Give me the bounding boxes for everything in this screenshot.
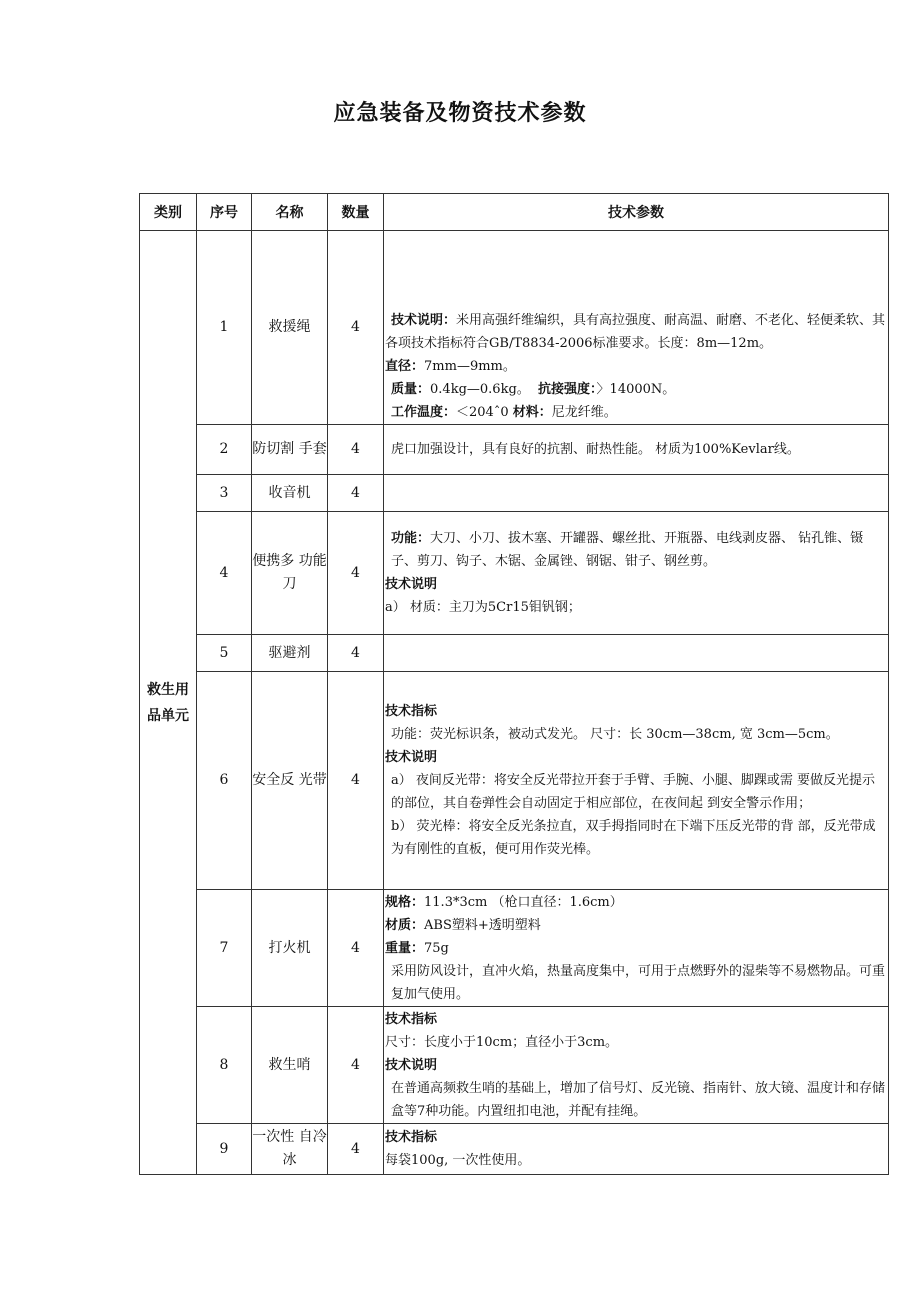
- label: 材质：: [385, 917, 425, 933]
- table-row: [140, 1124, 889, 1175]
- row-params: [384, 425, 889, 475]
- table-row: [140, 1007, 889, 1124]
- table-row: [140, 425, 889, 475]
- text: a） 材质：主刀为5Cr15钼钒钢；: [385, 600, 581, 615]
- table-row: [140, 672, 889, 890]
- table-row: [140, 475, 889, 512]
- text: 功能：荧光标识条，被动式发光。 尺寸：长 30cm—38cm, 宽 3cm—5cm。: [391, 727, 839, 742]
- row-name: 救生哨: [252, 1007, 328, 1124]
- category-cell: 救生用品单元: [140, 231, 197, 1175]
- row-index: 2: [197, 425, 252, 475]
- page-title: 应急装备及物资技术参数: [333, 101, 587, 126]
- table-row: [140, 231, 889, 425]
- header-category: 类别: [140, 194, 197, 231]
- row-params: [384, 231, 889, 425]
- text: 尺寸：长度小于10cm；直径小于3cm。: [385, 1034, 619, 1050]
- row-params: [384, 512, 889, 635]
- row-qty: 4: [328, 635, 384, 672]
- label: 技术说明: [385, 750, 438, 765]
- text: ＜204ˆ0: [456, 405, 509, 420]
- text: 每袋100g, 一次性使用。: [385, 1153, 531, 1168]
- table-header-row: [140, 194, 889, 231]
- text: 〉14000N。: [596, 382, 676, 397]
- row-index: 3: [197, 475, 252, 512]
- text: 采用防风设计，直冲火焰，热量高度集中，可用于点燃野外的湿柴等不易燃物品。可重复加气使用。: [391, 963, 886, 1002]
- text: 在普通高频救生哨的基础上，增加了信号灯、反光镜、指南针、放大镜、温度计和存储盒等7种功能。内置纽扣电池，并配有挂绳。: [391, 1080, 886, 1119]
- label: 技术指标: [385, 1011, 438, 1027]
- row-index: 5: [197, 635, 252, 672]
- text: 0.4kg—0.6kg。: [430, 382, 530, 397]
- row-qty: 4: [328, 231, 384, 425]
- row-qty: 4: [328, 475, 384, 512]
- label: 技术指标: [385, 1130, 438, 1145]
- text: 11.3*3cm （枪口直径：1.6cm）: [424, 894, 623, 910]
- row-qty: 4: [328, 672, 384, 890]
- label: 抗接强度：: [538, 382, 597, 397]
- label: 重量：: [385, 940, 425, 956]
- text: 75g: [424, 940, 449, 956]
- row-name: 防切割 手套: [252, 425, 328, 475]
- row-qty: 4: [328, 512, 384, 635]
- table-row: [140, 635, 889, 672]
- row-index: 6: [197, 672, 252, 890]
- text: a） 夜间反光带：将安全反光带拉开套于手臂、手腕、小腿、脚踝或需 要做反光提示的部位，其自卷弹性会自动固定于相应部位，在夜间起 到安全警示作用；: [391, 773, 876, 811]
- row-qty: 4: [328, 425, 384, 475]
- row-name: 打火机: [252, 890, 328, 1007]
- label: 质量：: [391, 382, 431, 397]
- row-params: [384, 1007, 889, 1124]
- row-name: 救援绳: [252, 231, 328, 425]
- label: 技术说明: [385, 1057, 438, 1073]
- row-name: 便携多 功能刀: [252, 512, 328, 635]
- row-params: [384, 672, 889, 890]
- text: b） 荧光棒：将安全反光条拉直，双手拇指同时在下端下压反光带的背 部，反光带成为有刚性的直板，便可用作荧光棒。: [391, 819, 876, 857]
- text: 虎口加强设计，具有良好的抗割、耐热性能。 材质为100%Kevlar线。: [391, 442, 800, 457]
- row-name: 安全反 光带: [252, 672, 328, 890]
- table-row: [140, 890, 889, 1007]
- label: 直径：: [385, 359, 425, 374]
- row-index: 8: [197, 1007, 252, 1124]
- row-index: 4: [197, 512, 252, 635]
- label: 技术说明：: [391, 313, 457, 328]
- label: 工作温度：: [391, 405, 457, 420]
- row-qty: 4: [328, 890, 384, 1007]
- header-index: 序号: [197, 194, 252, 231]
- row-name: 收音机: [252, 475, 328, 512]
- label: 技术指标: [385, 704, 438, 719]
- label: 功能：: [391, 531, 431, 546]
- text: ABS塑料+透明塑料: [424, 917, 541, 933]
- text: 7mm—9mm。: [424, 359, 516, 374]
- equipment-table: [139, 193, 889, 1175]
- row-params: [384, 890, 889, 1007]
- row-index: 9: [197, 1124, 252, 1175]
- row-qty: 4: [328, 1007, 384, 1124]
- header-name: 名称: [252, 194, 328, 231]
- header-params: 技术参数: [384, 194, 889, 231]
- row-params: [384, 635, 889, 672]
- label: 技术说明: [385, 577, 438, 592]
- row-index: 7: [197, 890, 252, 1007]
- row-name: 一次性 自冷冰: [252, 1124, 328, 1175]
- table-row: [140, 512, 889, 635]
- label: 材料：: [512, 405, 552, 420]
- text: 大刀、小刀、拔木塞、开罐器、螺丝批、开瓶器、电线剥皮器、 钻孔锥、镊子、剪刀、钩子、木锯、金属锉、钢锯、钳子、钢丝剪。: [391, 531, 864, 569]
- row-index: 1: [197, 231, 252, 425]
- row-name: 驱避剂: [252, 635, 328, 672]
- label: 规格：: [385, 894, 425, 910]
- text: 米用高强纤维编织，具有高拉强度、耐高温、耐磨、不老化、轻便柔软、其各项技术指标符合GB/T8834-2006标准要求。长度：8m—12m。: [385, 313, 886, 351]
- text: 尼龙纤维。: [551, 405, 617, 420]
- row-params: [384, 1124, 889, 1175]
- row-params: [384, 475, 889, 512]
- header-quantity: 数量: [328, 194, 384, 231]
- row-qty: 4: [328, 1124, 384, 1175]
